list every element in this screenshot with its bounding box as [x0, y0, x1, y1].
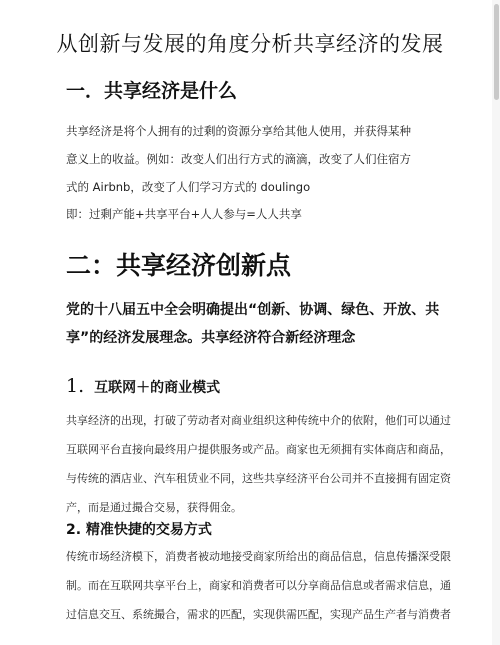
point1-number: 1.	[66, 375, 85, 397]
intro-line: 享”的经济发展理念。共享经济符合新经济理念	[66, 330, 356, 346]
section1-line: 意义上的收益。例如：改变人们出行方式的滴滴，改变了人们住宿方	[66, 152, 411, 166]
point2-line: 传统市场经济模下，消费者被动地接受商家所给出的商品信息，信息传播深受限	[66, 550, 451, 563]
section1-line: 式的 Airbnb，改变了人们学习方式的 doulingo	[66, 180, 311, 194]
section2-heading: 二：共享经济创新点	[66, 251, 292, 280]
point2-heading: 2. 精准快捷的交易方式	[66, 522, 212, 538]
point1-paragraph	[66, 406, 451, 522]
scrollbar-thumb[interactable]	[494, 4, 499, 100]
point1-line: 产，而是通过撮合交易，获得佣金。	[66, 501, 242, 514]
document-title: 从创新与发展的角度分析共享经济的发展	[56, 32, 444, 56]
section1-formula	[66, 200, 438, 228]
section2-intro	[66, 296, 439, 352]
point1-title: 互联网＋的商业模式	[94, 380, 221, 396]
point1-line: 互联网平台直接向最终用户提供服务或产品。商家也无须拥有实体商店和商品，	[66, 443, 451, 456]
point2-paragraph	[66, 542, 451, 629]
formula-line: 即：过剩产能+共享平台+人人参与=人人共享	[66, 207, 302, 221]
section1-heading: 一．共享经济是什么	[66, 80, 238, 102]
point2-line: 过信息交互、系统撮合，需求的匹配，实现供需匹配，实现产品生产者与消费者	[66, 608, 451, 621]
section1-paragraph	[66, 117, 438, 201]
point1-heading	[66, 375, 220, 397]
intro-line: 党的十八届五中全会明确提出“创新、协调、绿色、开放、共	[66, 302, 440, 318]
point1-line: 共享经济的出现，打破了劳动者对商业组织这种传统中介的依附，他们可以通过	[66, 414, 451, 427]
section1-line: 共享经济是将个人拥有的过剩的资源分享给其他人使用，并获得某种	[66, 124, 411, 138]
vertical-scrollbar[interactable]	[492, 0, 500, 645]
point2-line: 制。而在互联网共享平台上，商家和消费者可以分享商品信息或者需求信息，通	[66, 579, 451, 592]
point1-line: 与传统的酒店业、汽车租赁业不同，这些共享经济平台公司并不直接拥有固定资	[66, 472, 451, 485]
